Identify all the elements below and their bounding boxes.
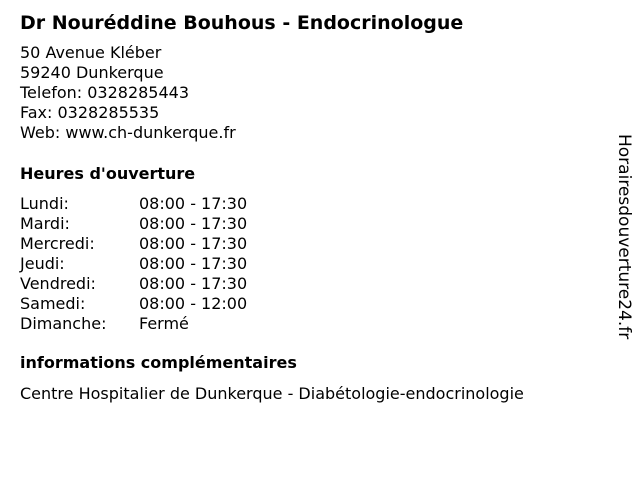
day-label: Dimanche: bbox=[20, 314, 107, 333]
time-range: Fermé bbox=[139, 314, 189, 333]
time-range: 08:00 - 17:30 bbox=[139, 194, 248, 213]
contact-block bbox=[20, 43, 236, 143]
day-label: Mercredi: bbox=[20, 234, 95, 253]
time-range: 08:00 - 17:30 bbox=[139, 254, 248, 273]
address-city: 59240 Dunkerque bbox=[20, 63, 164, 82]
hours-row-wednesday bbox=[20, 234, 247, 254]
day-label: Samedi: bbox=[20, 294, 86, 313]
hours-row-saturday bbox=[20, 294, 247, 314]
phone-number: Telefon: 0328285443 bbox=[20, 83, 190, 102]
time-range: 08:00 - 12:00 bbox=[139, 294, 248, 313]
time-range: 08:00 - 17:30 bbox=[139, 214, 248, 233]
time-range: 08:00 - 17:30 bbox=[139, 274, 248, 293]
hours-row-thursday bbox=[20, 254, 247, 274]
hours-row-sunday bbox=[20, 314, 247, 334]
website: Web: www.ch-dunkerque.fr bbox=[20, 123, 236, 142]
hours-heading: Heures d'ouverture bbox=[20, 164, 196, 183]
time-range: 08:00 - 17:30 bbox=[139, 234, 248, 253]
info-heading: informations complémentaires bbox=[20, 353, 297, 372]
address-street: 50 Avenue Kléber bbox=[20, 43, 162, 62]
opening-hours-list bbox=[20, 194, 247, 334]
day-label: Mardi: bbox=[20, 214, 70, 233]
fax-number: Fax: 0328285535 bbox=[20, 103, 160, 122]
day-label: Lundi: bbox=[20, 194, 69, 213]
site-watermark: Horairesdouverture24.fr bbox=[614, 134, 634, 340]
info-text: Centre Hospitalier de Dunkerque - Diabétologie-endocrinologie bbox=[20, 384, 524, 403]
day-label: Vendredi: bbox=[20, 274, 96, 293]
hours-row-tuesday bbox=[20, 214, 247, 234]
hours-row-monday bbox=[20, 194, 247, 214]
hours-row-friday bbox=[20, 274, 247, 294]
day-label: Jeudi: bbox=[20, 254, 65, 273]
page-title: Dr Nouréddine Bouhous - Endocrinologue bbox=[20, 12, 464, 34]
